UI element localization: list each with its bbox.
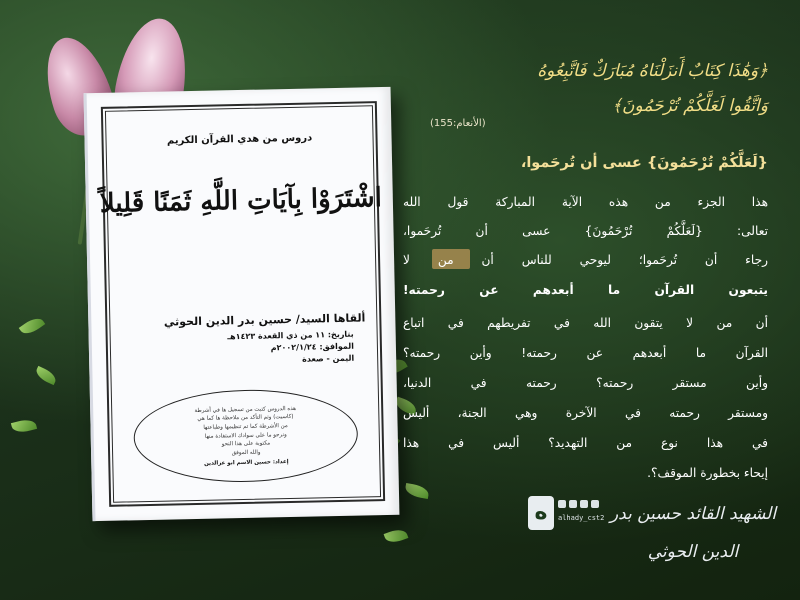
- book-location: اليمن - صعدة: [302, 353, 355, 364]
- paragraph-line: هذا الجزء من هذه الآية المباركة قول الله: [403, 195, 768, 209]
- oval-line: مكتوبة على هذا النحو: [221, 440, 271, 448]
- paragraph-line: رجاء أن تُرحَموا؛ ليوحي للناس أن من لا: [403, 253, 768, 267]
- oval-line: والله الموفق: [231, 449, 261, 456]
- leaf-decoration: [34, 366, 59, 385]
- social-handle: alhady_cst2: [558, 514, 605, 522]
- calligraphy-signature: الشهيد القائد حسين بدر الدين الحوثي: [609, 504, 777, 562]
- paragraph-line: أن من لا يتقون الله في تفريطهم في اتباع: [403, 316, 768, 330]
- leaf-decoration: [404, 483, 430, 499]
- book-date-hijri: بتاريخ: ١١ من ذي القعدة ١٤٢٣هـ: [227, 329, 354, 342]
- oval-line: هذه الدروس كتبت من تسجيل ها في أشرطة: [194, 405, 297, 414]
- book-title: اشْتَرَوْا بِآيَاتِ اللَّهِ ثَمَنًا قَلِيلاً: [99, 183, 383, 219]
- paragraph-line: في هذا نوع من التهديد؟ أليس في هذا: [403, 436, 768, 450]
- paragraph-line: وأين مستقر رحمته؟ رحمته في الدنيا،: [403, 376, 768, 390]
- telegram-icon: [580, 500, 588, 508]
- oval-line: (كاسيت) وتم التأكد من ملاحظة ها كما هي: [197, 414, 294, 423]
- book-info: [121, 311, 366, 369]
- book-cover: [84, 87, 400, 521]
- oval-line: ونرجو ما على سوادك الاستفادة منها: [204, 431, 287, 440]
- quran-verse-line-1: ﴿وَهَٰذَا كِتَابٌ أَنزَلْنَاهُ مُبَارَكٌ فَاتَّبِعُوهُ: [537, 61, 768, 81]
- section-heading: {لَعَلَّكُمْ تُرْحَمُونَ} عسى أن تُرحَموا،: [520, 155, 768, 171]
- book-author: ألقاها السيد/ حسين بدر الدين الحوثي: [163, 311, 366, 329]
- paragraph-line: القرآن ما أبعدهم عن رحمته! وأين رحمته؟: [403, 346, 768, 360]
- paragraph-line: تعالى: {لَعَلَّكُمْ تُرْحَمُونَ} عسى أن تُرحَموا،: [403, 224, 768, 238]
- social-icons: [558, 500, 599, 508]
- leaf-decoration: [19, 314, 46, 338]
- leaf-decoration: [384, 527, 409, 546]
- oval-line: من الأشرطة كما تم تنظيمها وطباعتها: [203, 423, 288, 431]
- book-date-gregorian: الموافق: ٢٠٠٢/١/٢٤م: [270, 341, 355, 353]
- verse-reference: (الأنعام:155): [430, 118, 486, 129]
- channel-logo-icon: ه: [528, 496, 554, 530]
- facebook-icon: [558, 500, 566, 508]
- paragraph-line: يتبعون القرآن ما أبعدهم عن رحمته!: [403, 283, 768, 297]
- quran-verse-line-2: وَاتَّقُوا لَعَلَّكُمْ تُرْحَمُونَ﴾: [612, 96, 768, 116]
- twitter-icon: [591, 500, 599, 508]
- leaf-decoration: [11, 417, 37, 435]
- book-series-title: دروس من هدي القرآن الكريم: [166, 132, 313, 147]
- paragraph-line: ومستقر رحمته في الآخرة وهي الجنة، أليس: [403, 406, 768, 420]
- instagram-icon: [569, 500, 577, 508]
- oval-credit: إعداد: حسين الاسم ابو عزالدين: [203, 459, 289, 467]
- paragraph-line: إيحاء بخطورة الموقف؟.: [647, 466, 768, 480]
